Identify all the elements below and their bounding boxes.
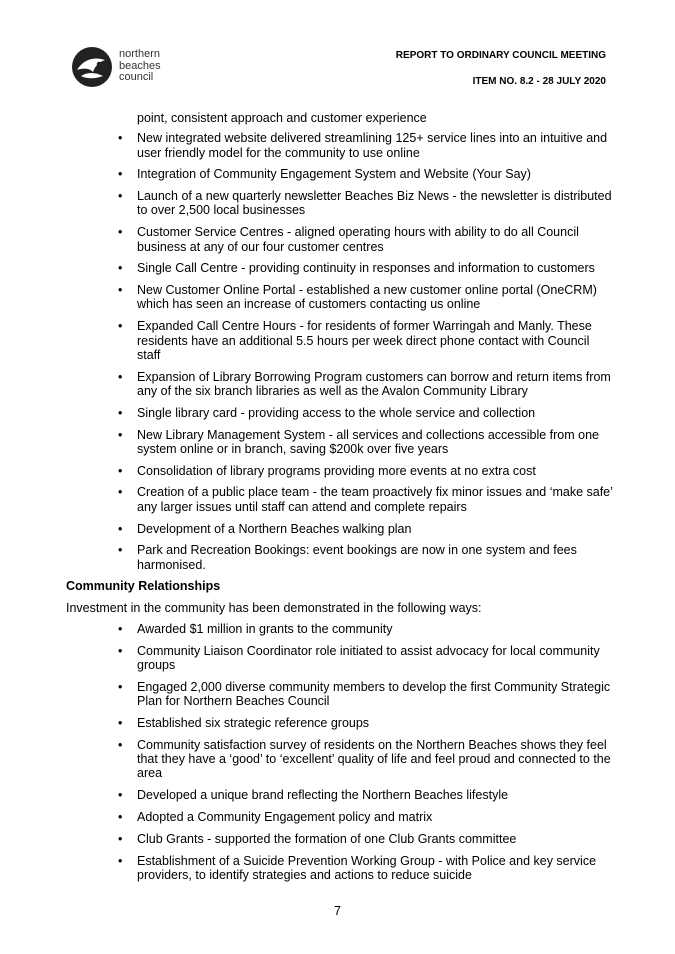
list-item <box>66 189 614 218</box>
list-item-text: Customer Service Centres - aligned operating hours with ability to do all Council business at any of our four customer centres <box>137 225 579 254</box>
list-item <box>66 644 614 673</box>
list-item <box>66 428 614 457</box>
list-item <box>66 854 614 883</box>
list-item <box>66 680 614 709</box>
list-item <box>66 319 614 362</box>
bullet-icon: • <box>118 225 123 240</box>
list-item <box>66 810 614 824</box>
bullet-icon: • <box>118 369 123 384</box>
logo-line-3: council <box>119 71 154 83</box>
list-item <box>66 832 614 846</box>
list-item <box>66 788 614 802</box>
list-item-text: Developed a unique brand reflecting the Northern Beaches lifestyle <box>137 788 509 803</box>
list-item-text: New Customer Online Portal - established a new customer online portal (OneCRM) which has seen an increase of customers contacting us online <box>137 283 597 312</box>
list-item-text: New Library Management System - all services and collections accessible from one system online or in branch, saving $200k over five years <box>137 427 599 456</box>
continued-text: point, consistent approach and customer experience <box>137 111 427 125</box>
bullet-icon: • <box>118 283 123 298</box>
bullet-icon: • <box>118 853 123 868</box>
list-item-text: Establishment of a Suicide Prevention Working Group - with Police and key service providers, to identify strategies and actions to reduce suicide <box>137 853 597 882</box>
bullet-icon: • <box>118 319 123 334</box>
list-item-text: Awarded $1 million in grants to the community <box>137 622 393 637</box>
section-intro: Investment in the community has been demonstrated in the following ways: <box>66 600 482 615</box>
list-item <box>66 283 614 312</box>
list-item-text: Adopted a Community Engagement policy and matrix <box>137 809 433 824</box>
list-item <box>66 738 614 781</box>
list-item-text: Expansion of Library Borrowing Program customers can borrow and return items from any of the six branch libraries as well as the Avalon Community Library <box>137 369 611 398</box>
bullet-icon: • <box>118 716 123 730</box>
bullet-icon: • <box>118 427 123 442</box>
list-item-text: Single library card - providing access to the whole service and collection <box>137 405 536 420</box>
service-improvements-list <box>66 131 614 572</box>
logo-line-1: northern <box>119 48 160 60</box>
logo-line-2: beaches <box>119 59 161 72</box>
list-item <box>66 716 614 730</box>
list-item-text: Community Liaison Coordinator role initiated to assist advocacy for local community groups <box>137 643 600 673</box>
bullet-icon: • <box>118 679 123 694</box>
list-item <box>66 522 614 536</box>
bullet-icon: • <box>118 189 123 204</box>
list-item-text: Creation of a public place team - the team proactively fix minor issues and ‘make safe’ any larger issues until staff can attend and complete repairs <box>137 485 613 514</box>
list-item <box>66 485 614 514</box>
list-item <box>66 406 614 420</box>
list-item <box>66 370 614 399</box>
bullet-icon: • <box>118 521 123 536</box>
document-body <box>66 111 614 890</box>
list-item-text: Engaged 2,000 diverse community members to develop the first Community Strategic Plan for Northern Beaches Council <box>137 679 611 709</box>
page-number: 7 <box>334 904 341 918</box>
list-item-text: Single Call Centre - providing continuity in responses and information to customers <box>137 261 595 276</box>
council-logo-icon <box>69 44 115 90</box>
list-item <box>66 167 614 181</box>
report-title: REPORT TO ORDINARY COUNCIL MEETING <box>395 50 606 61</box>
item-number: ITEM NO. 8.2 - 28 JULY 2020 <box>472 76 606 87</box>
bullet-icon: • <box>118 809 123 824</box>
bullet-icon: • <box>118 485 123 500</box>
council-logo <box>69 44 189 92</box>
list-item-text: Park and Recreation Bookings: event bookings are now in one system and fees harmonised. <box>137 543 577 572</box>
list-item-text: Integration of Community Engagement System and Website (Your Say) <box>137 167 531 182</box>
bullet-icon: • <box>118 622 123 637</box>
logo-text <box>119 49 161 84</box>
list-item <box>66 225 614 254</box>
bullet-icon: • <box>118 831 123 846</box>
community-relationships-list <box>66 622 614 882</box>
section-heading: Community Relationships <box>66 579 221 594</box>
list-item <box>66 131 614 160</box>
list-item-text: New integrated website delivered streamlining 125+ service lines into an intuitive and user friendly model for the community to use online <box>137 131 608 160</box>
list-item-text: Expanded Call Centre Hours - for residents of former Warringah and Manly. These residents have an additional 5.5 hours per week direct phone contact with Council staff <box>137 319 592 362</box>
list-item-text: Community satisfaction survey of residents on the Northern Beaches shows they feel that they have a ‘good’ to ‘excellent’ quality of life and feel proud and connected to the area <box>137 737 611 781</box>
bullet-icon: • <box>118 261 123 276</box>
bullet-icon: • <box>118 788 123 803</box>
list-item-text: Established six strategic reference groups <box>137 716 370 730</box>
list-item-text: Consolidation of library programs providing more events at no extra cost <box>137 463 536 478</box>
bullet-icon: • <box>118 131 123 146</box>
list-item <box>66 261 614 275</box>
list-item-text: Development of a Northern Beaches walking plan <box>137 521 412 536</box>
bullet-icon: • <box>118 737 123 752</box>
list-item-text: Launch of a new quarterly newsletter Beaches Biz News - the newsletter is distributed to over 2,500 local businesses <box>137 189 612 218</box>
list-item <box>66 543 614 572</box>
bullet-icon: • <box>118 405 123 420</box>
list-item <box>66 622 614 636</box>
bullet-icon: • <box>118 167 123 182</box>
list-item-text: Club Grants - supported the formation of one Club Grants committee <box>137 831 517 846</box>
bullet-icon: • <box>118 543 123 558</box>
report-header <box>396 50 606 87</box>
bullet-icon: • <box>118 463 123 478</box>
list-item <box>66 464 614 478</box>
bullet-icon: • <box>118 643 123 658</box>
